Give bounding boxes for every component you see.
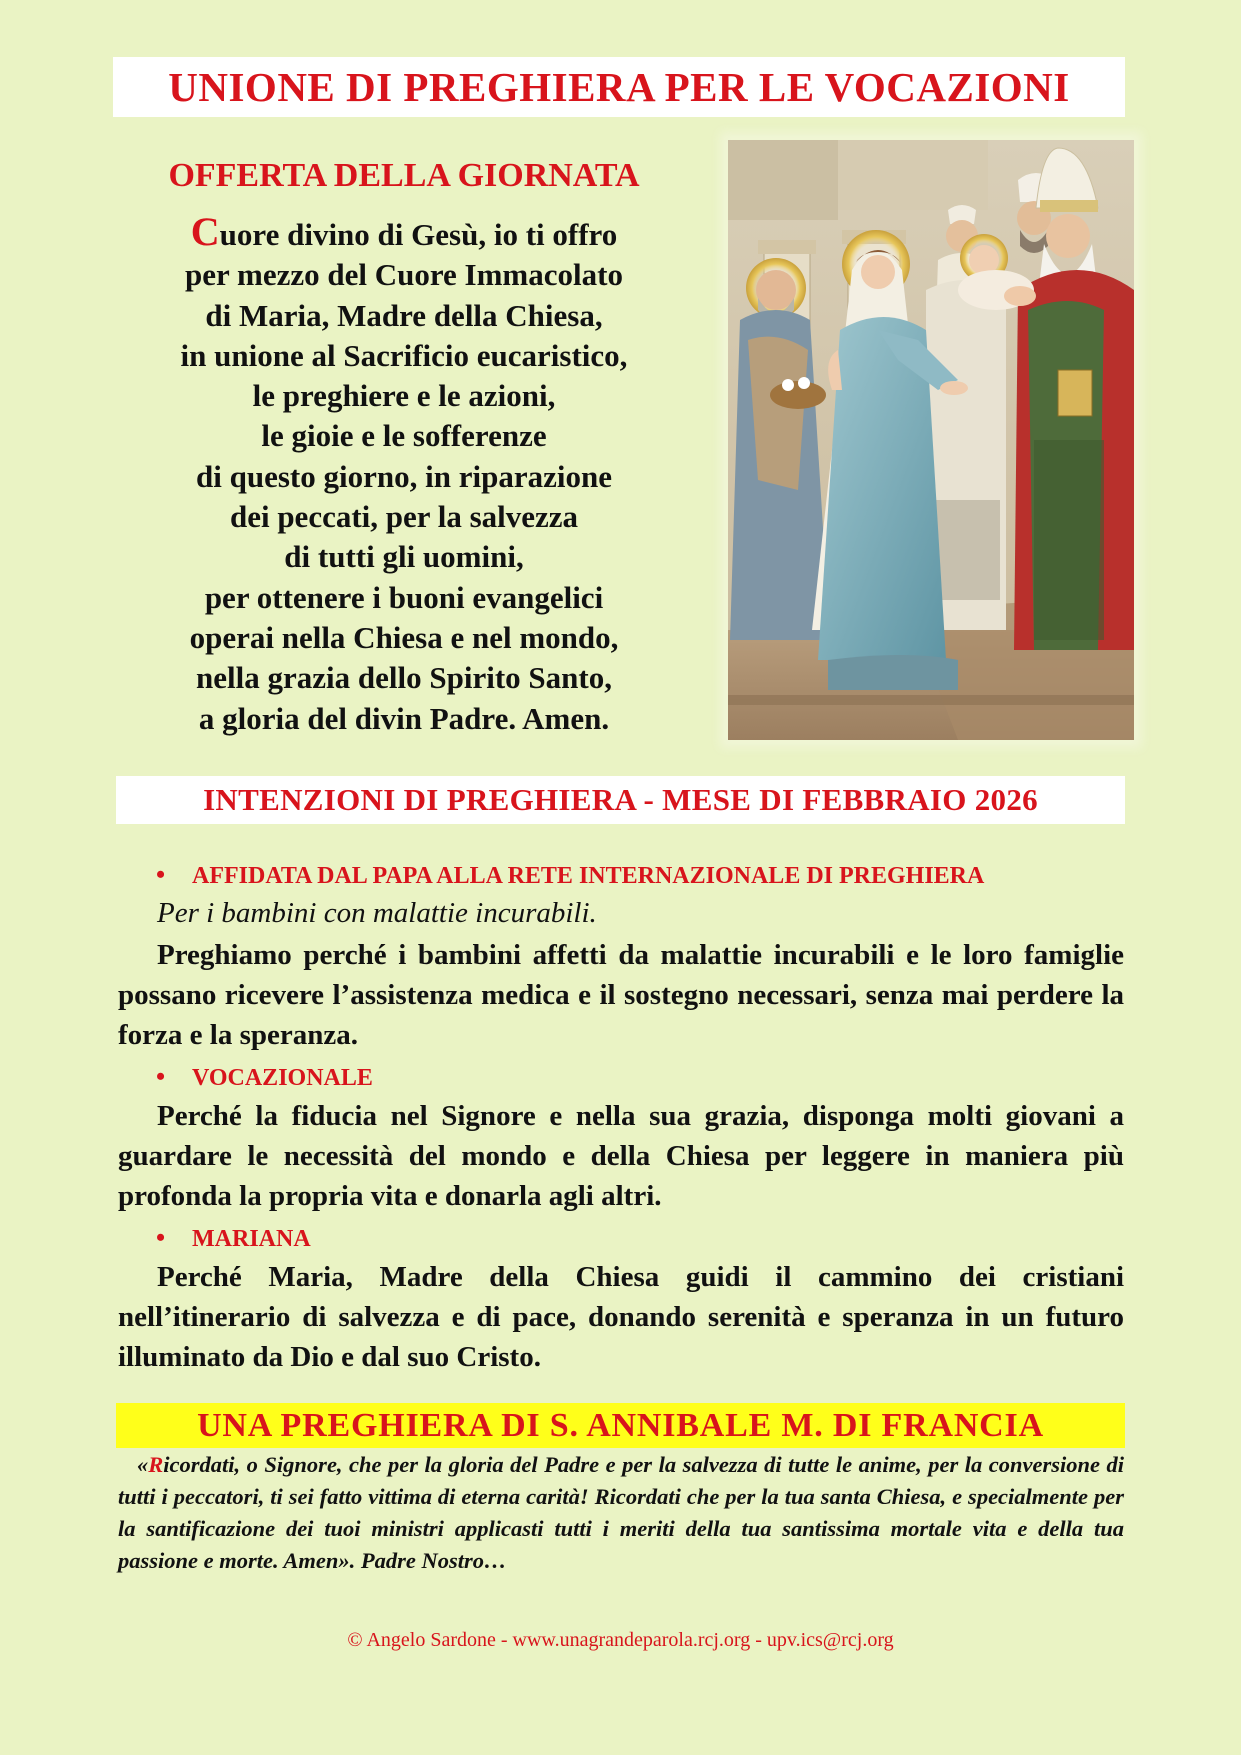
annibale-prayer: «Ricordati, o Signore, che per la gloria del Padre e per la salvezza di tutte le anime, per la conversione di tutti i peccatori, ti sei fatto vittima di eterna carità! Ricordati che per la tua santa Chiesa, e specialmente per la santificazione dei tuoi ministri applicasti tutti i meriti della tua santissima mortale vita e della tua passione e morte. Amen». Padre Nostro… (118, 1452, 1124, 1573)
prayer-line: di Maria, Madre della Chiesa, (205, 297, 603, 333)
prayer-line: in unione al Sacrificio eucaristico, (180, 337, 628, 373)
intention-text-mariana: Perché Maria, Madre della Chiesa guidi il cammino dei cristiani nell’itinerario di salvezza e di pace, donando serenità e speranza in un futuro illuminato da Dio e dal suo Cristo. (118, 1261, 1124, 1373)
intenzioni-title: INTENZIONI DI PREGHIERA - MESE DI FEBBRAIO 2026 (116, 776, 1125, 824)
intention-subtitle: Per i bambini con malattie incurabili. (157, 897, 597, 929)
bullet-icon: • (156, 1062, 166, 1091)
bullet-heading-papa: • AFFIDATA DAL PAPA ALLA RETE INTERNAZIONALE DI PREGHIERA (156, 858, 984, 892)
offerta-prayer (110, 209, 698, 739)
prayer-line: di tutti gli uomini, (284, 539, 524, 575)
page-title: UNIONE DI PREGHIERA PER LE VOCAZIONI (113, 57, 1125, 117)
bullet-icon: • (156, 860, 166, 889)
prayer-line: operai nella Chiesa e nel mondo, (189, 619, 619, 655)
presentation-painting (728, 140, 1134, 740)
offerta-title: OFFERTA DELLA GIORNATA (168, 157, 640, 194)
prayer-line: le gioie e le sofferenze (261, 418, 547, 454)
drop-cap: C (190, 209, 220, 254)
intention-text-papa: Preghiamo perché i bambini affetti da malattie incurabili e le loro famiglie possano ricevere l’assistenza medica e il sostegno necessari, senza mai perdere la forza e la speranza. (118, 939, 1124, 1051)
copyright-footer: © Angelo Sardone - www.unagrandeparola.rcj.org - upv.ics@rcj.org (347, 1629, 894, 1651)
prayer-line: di questo giorno, in riparazione (196, 458, 612, 494)
bullet-icon: • (156, 1223, 166, 1252)
bullet-heading-vocazionale: • VOCAZIONALE (156, 1060, 373, 1094)
prayer-line: le preghiere e le azioni, (252, 378, 556, 414)
prayer-line: Cuore divino di Gesù, io ti offro (190, 209, 618, 254)
prayer-line: per ottenere i buoni evangelici (204, 579, 604, 615)
prayer-line: nella grazia dello Spirito Santo, (196, 660, 612, 696)
prayer-line: dei peccati, per la salvezza (229, 499, 579, 535)
prayer-line: per mezzo del Cuore Immacolato (185, 257, 623, 293)
annibale-title: UNA PREGHIERA DI S. ANNIBALE M. DI FRANCIA (116, 1403, 1125, 1448)
drop-cap: R (148, 1452, 164, 1477)
bullet-heading-mariana: • MARIANA (156, 1221, 311, 1255)
prayer-line: a gloria del divin Padre. Amen. (198, 700, 610, 736)
intention-text-vocazionale: Perché la fiducia nel Signore e nella sua grazia, disponga molti giovani a guardare le necessità del mondo e della Chiesa per leggere in maniera più profonda la propria vita e donarla agli altri. (118, 1100, 1124, 1212)
